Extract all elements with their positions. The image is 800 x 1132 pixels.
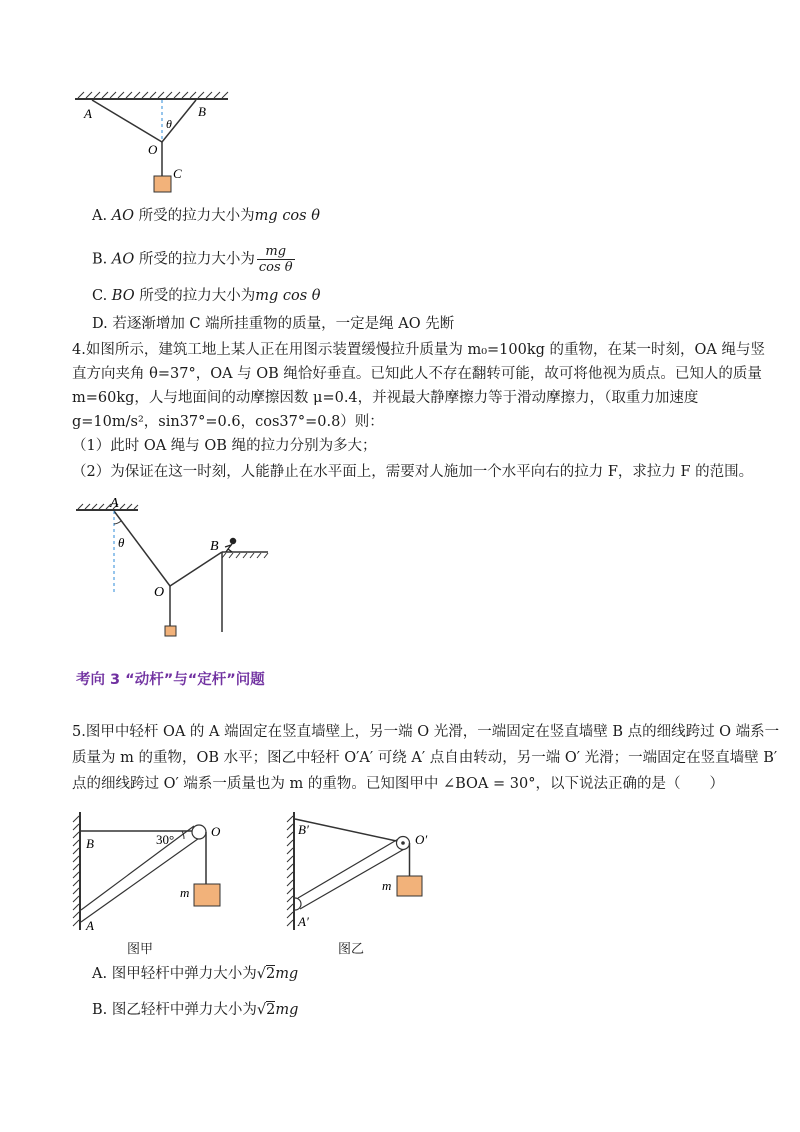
- q4-sub-1: （1）此时 OA 绳与 OB 绳的拉力分别为多大；: [72, 438, 377, 454]
- q3-option-a: [92, 206, 320, 226]
- option-text: 若逐渐增加 C 端所挂重物的质量，一定是绳 AO 先断: [112, 316, 455, 332]
- fig1-label-a: A: [84, 106, 92, 121]
- option-text: 图乙轻杆中弹力大小为: [111, 1002, 257, 1018]
- q5-option-a: [92, 964, 298, 984]
- fig3l-label-b: B: [86, 836, 94, 851]
- q5-line-2: 质量为 m 的重物，OB 水平；图乙中轻杆 O′A′ 可绕 A′ 点自由转动，另一端 O′ 光滑；一端固定在竖直墙壁 B′: [72, 750, 778, 766]
- fig3l-label-a: A: [86, 918, 94, 933]
- fig2-label-a: A: [110, 496, 119, 511]
- option-formula: mg cos θ: [254, 208, 320, 224]
- figure-person-pulley: [72, 494, 272, 639]
- option-text: 所受的拉力大小为: [134, 208, 255, 224]
- q5-line-3: 点的细线跨过 O′ 端系一质量也为 m 的重物。已知图甲中 ∠BOA = 30°，以下说法正确的是（ ）: [72, 776, 724, 792]
- person-icon: [225, 538, 236, 552]
- fig3r-label-m: m: [382, 878, 392, 893]
- figure-fixed-rod: [70, 808, 230, 933]
- q4-line-2: 直方向夹角 θ=37°，OA 与 OB 绳恰好垂直。已知此人不存在翻转可能，故可将他视为质点。已知人的质量: [72, 366, 762, 382]
- q4-sub-2: （2）为保证在这一时刻，人能静止在水平面上，需要对人施加一个水平向右的拉力 F，求拉力 F 的范围。: [72, 464, 754, 480]
- section-heading: 考向 3 “动杆”与“定杆”问题: [76, 672, 265, 688]
- option-rope: BO: [111, 288, 135, 304]
- q5-line-1: 5.图甲中轻杆 OA 的 A 端固定在竖直墙壁上，另一端 O 光滑，一端固定在竖直墙壁 B 点的细线跨过 O 端系一: [72, 724, 780, 740]
- option-letter: B.: [92, 1002, 108, 1018]
- caption-fig-jia: 图甲: [127, 942, 154, 957]
- fig2-label-b: B: [210, 539, 219, 554]
- figure-rope-abc: [70, 90, 240, 200]
- q3-option-b: [92, 244, 295, 275]
- figure-hinged-rod: [284, 808, 434, 933]
- option-formula: mg cos θ: [255, 288, 321, 304]
- fig3l-angle: 30°: [156, 832, 175, 847]
- option-letter: D.: [92, 316, 108, 332]
- sqrt-formula: √2mg: [256, 966, 299, 982]
- q3-option-c: [92, 286, 321, 306]
- option-fraction: $\frac{mg}{\text{cos θ}}$: [258, 244, 293, 275]
- option-letter: A.: [92, 966, 108, 982]
- sqrt-formula: √2mg: [256, 1002, 299, 1018]
- fig1-label-b: B: [198, 104, 206, 119]
- q4-line-1: 4.如图所示，建筑工地上某人正在用图示装置缓慢拉升质量为 m₀=100kg 的重物，在某一时刻，OA 绳与竖: [72, 342, 765, 358]
- option-letter: A.: [92, 208, 108, 224]
- option-text: 图甲轻杆中弹力大小为: [111, 966, 257, 982]
- fig3r-label-o: O′: [415, 832, 428, 847]
- fig1-label-o: O: [148, 142, 158, 157]
- fig1-label-c: C: [173, 166, 182, 181]
- option-text: 所受的拉力大小为: [134, 251, 255, 268]
- q4-line-3: m=60kg，人与地面间的动摩擦因数 μ=0.4，并视最大静摩擦力等于滑动摩擦力，（取重力加速度: [72, 390, 699, 406]
- fig2-theta: θ: [118, 535, 125, 550]
- fig3r-label-b: B′: [298, 822, 309, 837]
- fig3l-label-m: m: [180, 885, 190, 900]
- option-rope: AO: [111, 208, 135, 224]
- q5-option-b: [92, 1000, 298, 1020]
- fig2-label-o: O: [154, 585, 165, 600]
- option-rope: AO: [111, 251, 135, 268]
- fig3r-label-a: A′: [298, 914, 309, 929]
- option-letter: C.: [92, 288, 108, 304]
- q3-option-d: [92, 314, 454, 334]
- option-letter: B.: [92, 251, 108, 268]
- q4-line-4: g=10m/s²，sin37°=0.6，cos37°=0.8）则：: [72, 414, 384, 430]
- fig3l-label-o: O: [211, 824, 221, 839]
- fig1-theta: θ: [166, 117, 172, 131]
- option-text: 所受的拉力大小为: [134, 288, 256, 304]
- caption-fig-yi: 图乙: [338, 942, 365, 957]
